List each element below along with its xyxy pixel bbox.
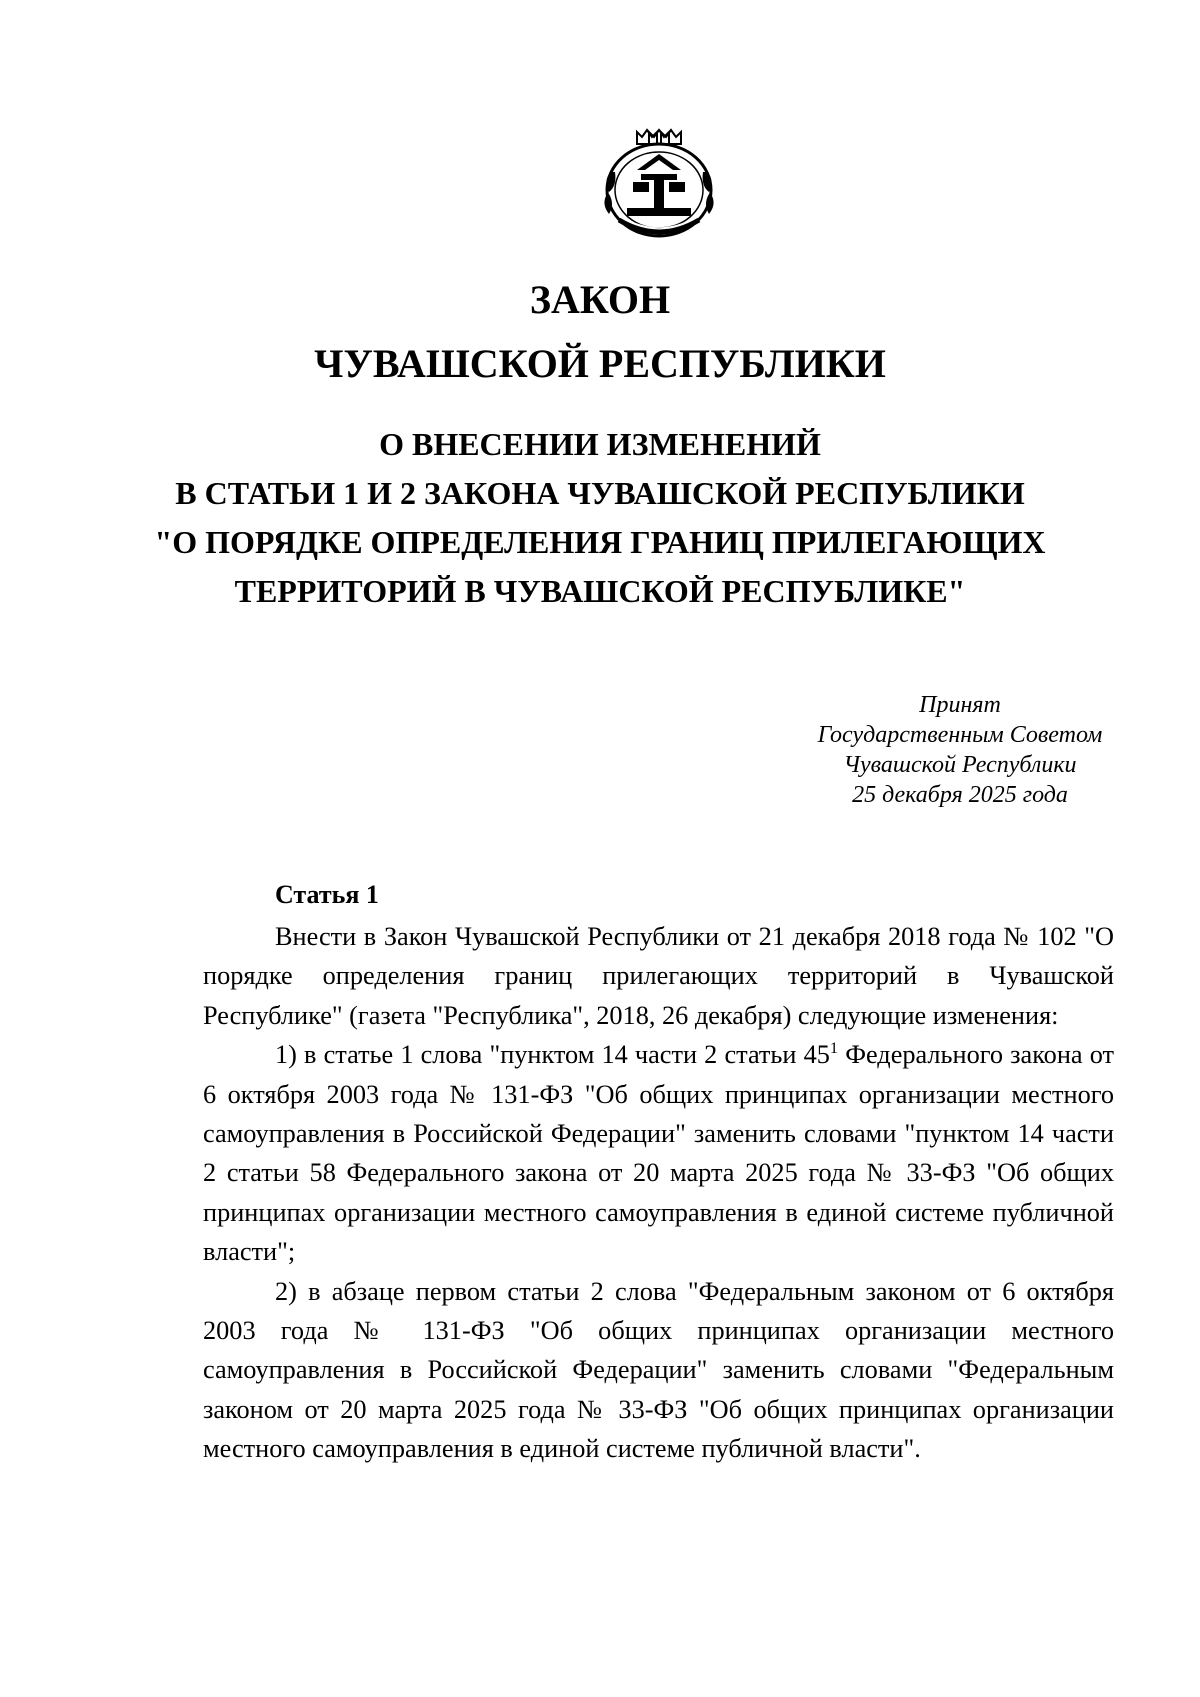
article-intro-paragraph: Внести в Закон Чувашской Республики от 21 декабря 2018 года № 102 "О порядке определения границ прилегающих территорий в Чувашской Республике" (газета "Республика", 2018, 26 декабря) следующие изменения: [203, 922, 1114, 1030]
article-body [203, 917, 1114, 1469]
law-title-line: ЗАКОН [529, 277, 671, 322]
article-heading: Статья 1 [275, 880, 379, 909]
law-subject-line: "О ПОРЯДКЕ ОПРЕДЕЛЕНИЯ ГРАНИЦ ПРИЛЕГАЮЩИХ [154, 524, 1046, 560]
law-subject-line: О ВНЕСЕНИИ ИЗМЕНЕНИЙ [379, 426, 821, 462]
law-subject-line: ТЕРРИТОРИЙ В ЧУВАШСКОЙ РЕСПУБЛИКЕ" [234, 573, 966, 609]
adoption-note-line: Государственным Советом [817, 722, 1103, 748]
amendment-item-1 [203, 1035, 1114, 1271]
adoption-note [780, 690, 1140, 810]
adoption-note-line: Принят [919, 692, 1001, 718]
law-title-line: ЧУВАШСКОЙ РЕСПУБЛИКИ [314, 341, 886, 386]
amendment-item-2: 2) в абзаце первом статьи 2 слова "Федеральным законом от 6 октября 2003 года № 131-ФЗ "Об общих принципах организации местного самоуправления в Российской Федерации" заменить словами "Федеральным законом от 20 марта 2025 года № 33-ФЗ "Об общих принципах организации местного самоуправления в единой системе публичной власти". [203, 1276, 1114, 1464]
amendment-item-1-text: 1) в статье 1 слова "пунктом 14 части 2 статьи 45 [275, 1040, 830, 1070]
law-subject [0, 420, 1200, 616]
law-title [0, 268, 1200, 396]
adoption-note-line: Чувашской Республики [843, 752, 1077, 778]
chuvash-coat-of-arms-icon [597, 122, 721, 240]
article-number-superscript: 1 [829, 1038, 839, 1058]
amendment-item-1-text-continued: Федерального закона от 6 октября 2003 года № 131-ФЗ "Об общих принципах организации местного самоуправления в Российской Федерации" заменить словами "пунктом 14 части 2 статьи 58 Федерального закона от 20 марта 2025 года № 33-ФЗ "Об общих принципах организации местного самоуправления в единой системе публичной власти"; [203, 1040, 1114, 1267]
law-subject-line: В СТАТЬИ 1 И 2 ЗАКОНА ЧУВАШСКОЙ РЕСПУБЛИКИ [175, 475, 1025, 511]
adoption-date: 25 декабря 2025 года [852, 782, 1068, 808]
